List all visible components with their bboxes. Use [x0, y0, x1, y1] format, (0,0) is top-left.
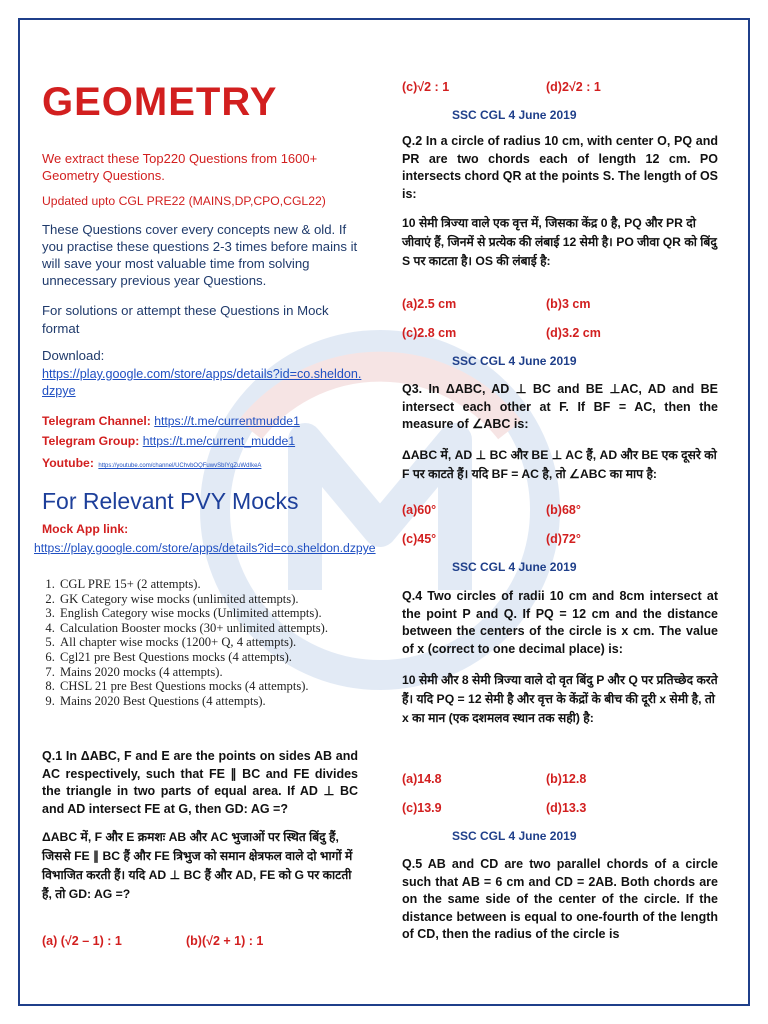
- mocks-list-item: 2. GK Category wise mocks (unlimited attempts).: [58, 592, 388, 607]
- q4-source: SSC CGL 4 June 2019: [452, 560, 577, 574]
- download-label: Download:: [42, 348, 105, 363]
- q2-english: Q.2 In a circle of radius 10 cm, with center O, PQ and PR are two chords each of length 12 cm. PO intersects chord QR at the points S. The length of OS is:: [402, 134, 719, 201]
- q4-option-c: (c)13.9: [402, 801, 442, 815]
- q2-option-d: (d)3.2 cm: [546, 326, 601, 340]
- q1-english: Q.1 In ΔABC, F and E are the points on sides AB and AC respectively, such that FE ∥ BC and FE divides the triangle in two parts of equal area. If AD ⊥ BC and AD intersect FE at G, then GD: AG =?: [42, 749, 358, 816]
- q4-hindi: 10 सेमी और 8 सेमी त्रिज्या वाले दो वृत बिंदु P और Q पर प्रतिच्छेद करते हैं। यदि PQ = 12 सेमी है और वृत्त के केंद्रों के बीच की दूरी x सेमी है, तो x का मान (एक दशमलव स्थान तक सही) है:: [402, 673, 718, 725]
- q2-option-c: (c)2.8 cm: [402, 326, 457, 340]
- mocks-list-item: 5. All chapter wise mocks (1200+ Q, 4 attempts).: [58, 635, 388, 650]
- q3-option-c: (c)45°: [402, 532, 437, 546]
- q5-source: SSC CGL 4 June 2019: [452, 829, 577, 843]
- q4-option-b: (b)12.8: [546, 772, 587, 786]
- q1-option-a: (a) (√2 – 1) : 1: [42, 934, 122, 948]
- intro-text: We extract these Top220 Questions from 1600+ Geometry Questions.: [42, 151, 318, 183]
- mocks-list-item: 6. Cgl21 pre Best Questions mocks (4 attempts).: [58, 650, 388, 665]
- youtube-label: Youtube:: [42, 456, 94, 470]
- q3-option-b: (b)68°: [546, 503, 581, 517]
- q4-option-a: (a)14.8: [402, 772, 442, 786]
- q5-english: Q.5 AB and CD are two parallel chords of a circle such that AB = 6 cm and CD = 2AB. Both chords are on the same side of the center of the circle. If the distance between is equal to one-fourth of the length of CD, then the radius of the circle is: [402, 857, 718, 941]
- telegram-channel-link[interactable]: https://t.me/currentmudde1: [154, 414, 300, 428]
- mocks-list-item: 1. CGL PRE 15+ (2 attempts).: [58, 577, 388, 592]
- mocks-list-item: 8. CHSL 21 pre Best Questions mocks (4 attempts).: [58, 679, 388, 694]
- mocks-list-item: 3. English Category wise mocks (Unlimited attempts).: [58, 606, 388, 621]
- telegram-group-link[interactable]: https://t.me/current_mudde1: [142, 434, 296, 448]
- telegram-channel-label: Telegram Channel:: [42, 414, 151, 428]
- youtube-link[interactable]: https://youtube.com/channel/UChvbOQFuwvSbIYgZuWdIkeA: [98, 463, 262, 469]
- q4-option-d: (d)13.3: [546, 801, 587, 815]
- q2-option-b: (b)3 cm: [546, 297, 591, 311]
- youtube-row: [42, 454, 364, 472]
- q3-source: SSC CGL 4 June 2019: [452, 354, 577, 368]
- telegram-channel-row: [42, 414, 364, 428]
- updated-text: Updated upto CGL PRE22 (MAINS,DP,CPO,CGL22): [42, 194, 326, 208]
- q1-option-c: (c)√2 : 1: [402, 80, 450, 94]
- q1-option-d: (d)2√2 : 1: [546, 80, 601, 94]
- q3-hindi: ΔABC में, AD ⊥ BC और BE ⊥ AC हैं, AD और BE एक दूसरे को F पर काटते हैं। यदि BF = AC है, तो ∠ABC का माप है:: [402, 448, 717, 481]
- mocks-list-item: 7. Mains 2020 mocks (4 attempts).: [58, 665, 388, 680]
- download-link[interactable]: https://play.google.com/store/apps/details?id=co.sheldon.dzpye: [42, 367, 362, 398]
- q2-source: SSC CGL 4 June 2019: [452, 108, 577, 122]
- mock-app-label: Mock App link:: [42, 522, 129, 536]
- q3-option-d: (d)72°: [546, 532, 581, 546]
- telegram-group-row: [42, 434, 364, 448]
- q1-option-b: (b)(√2 + 1) : 1: [186, 934, 264, 948]
- q3-option-a: (a)60°: [402, 503, 437, 517]
- coverage-text: These Questions cover every concepts new & old. If you practise these questions 2-3 times before mains it will save your most valuable time from solving unnecessary previous year Questions.: [42, 222, 358, 288]
- mocks-list: [36, 577, 388, 708]
- q3-english: Q3. In ΔABC, AD ⊥ BC and BE ⊥AC, AD and BE intersect each other at F. If BF = AC, then the measure of ∠ABC is:: [402, 382, 718, 431]
- page-title: GEOMETRY: [42, 80, 278, 124]
- telegram-group-label: Telegram Group:: [42, 434, 140, 448]
- q2-option-a: (a)2.5 cm: [402, 297, 457, 311]
- mock-app-link[interactable]: https://play.google.com/store/apps/details?id=co.sheldon.dzpye: [34, 541, 376, 555]
- q2-hindi: 10 सेमी त्रिज्या वाले एक वृत्त में, जिसका केंद्र 0 है, PQ और PR दो जीवाएं हैं, जिनमें से प्रत्येक की लंबाई 12 सेमी है। PO जीवा QR को बिंदु S पर काटता है। OS की लंबाई है:: [402, 216, 717, 268]
- solutions-text: For solutions or attempt these Questions in Mock format: [42, 303, 329, 336]
- q1-hindi: ΔABC में, F और E क्रमशः AB और AC भुजाओं पर स्थित बिंदु हैं, जिससे FE ∥ BC हैं और FE त्रिभुज को समान क्षेत्रफल वाले दो भागों में विभाजित करती हैं। यदि AD ⊥ BC हैं और AD, FE को G पर काटती हैं, तो GD: AG =?: [42, 830, 353, 901]
- mocks-list-item: 9. Mains 2020 Best Questions (4 attempts).: [58, 694, 388, 709]
- mocks-heading: For Relevant PVY Mocks: [42, 488, 299, 514]
- mocks-list-item: 4. Calculation Booster mocks (30+ unlimited attempts).: [58, 621, 388, 636]
- q4-english: Q.4 Two circles of radii 10 cm and 8cm intersect at the point P and Q. If PQ = 12 cm and the distance between the centers of the circle is x cm. The value of x (correct to one decimal place) is:: [402, 589, 718, 656]
